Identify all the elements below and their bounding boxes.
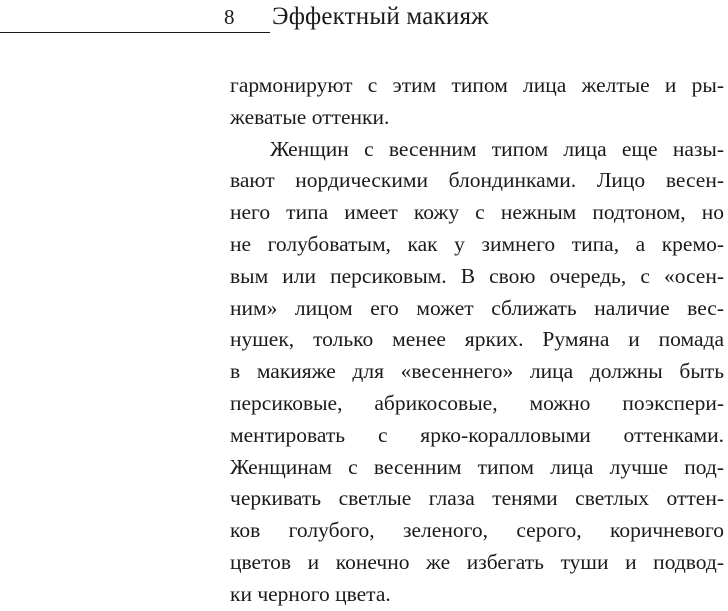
body-text xyxy=(230,70,724,611)
text-line: ков голубого, зеленого, серого, коричневого xyxy=(230,518,724,543)
text-line: вым или персиковым. В свою очередь, с «осен- xyxy=(230,263,724,288)
text-line: ки черного цвета. xyxy=(230,581,391,606)
text-line: Женщинам с весенним типом лица лучше под- xyxy=(230,454,724,479)
text-line: в макияже для «весеннего» лица должны быть xyxy=(230,359,724,384)
text-line: него типа имеет кожу с нежным подтоном, но xyxy=(230,200,724,225)
text-line: гармонируют с этим типом лица желтые и ры- xyxy=(230,73,724,97)
text-line: черкивать светлые глаза тенями светлых оттен- xyxy=(230,486,724,511)
header-rule xyxy=(0,32,270,33)
text-line: цветов и конечно же избегать туши и подвод- xyxy=(230,549,724,574)
text-line: персиковые, абрикосовые, можно поэкспери- xyxy=(230,390,724,415)
text-line: нушек, только менее ярких. Румяна и помада xyxy=(230,327,724,352)
text-line: ментировать с ярко-коралловыми оттенками. xyxy=(230,422,724,447)
running-title: Эффектный макияж xyxy=(272,3,489,30)
text-line: ним» лицом его может сближать наличие вес- xyxy=(230,295,724,320)
text-line: не голубоватым, как у зимнего типа, а кремо- xyxy=(230,231,724,256)
text-line: вают нордическими блондинками. Лицо весен- xyxy=(230,168,724,193)
text-line: Женщин с весенним типом лица еще назы- xyxy=(270,136,724,161)
page-number: 8 xyxy=(224,5,235,29)
text-line: жеватые оттенки. xyxy=(230,104,390,129)
